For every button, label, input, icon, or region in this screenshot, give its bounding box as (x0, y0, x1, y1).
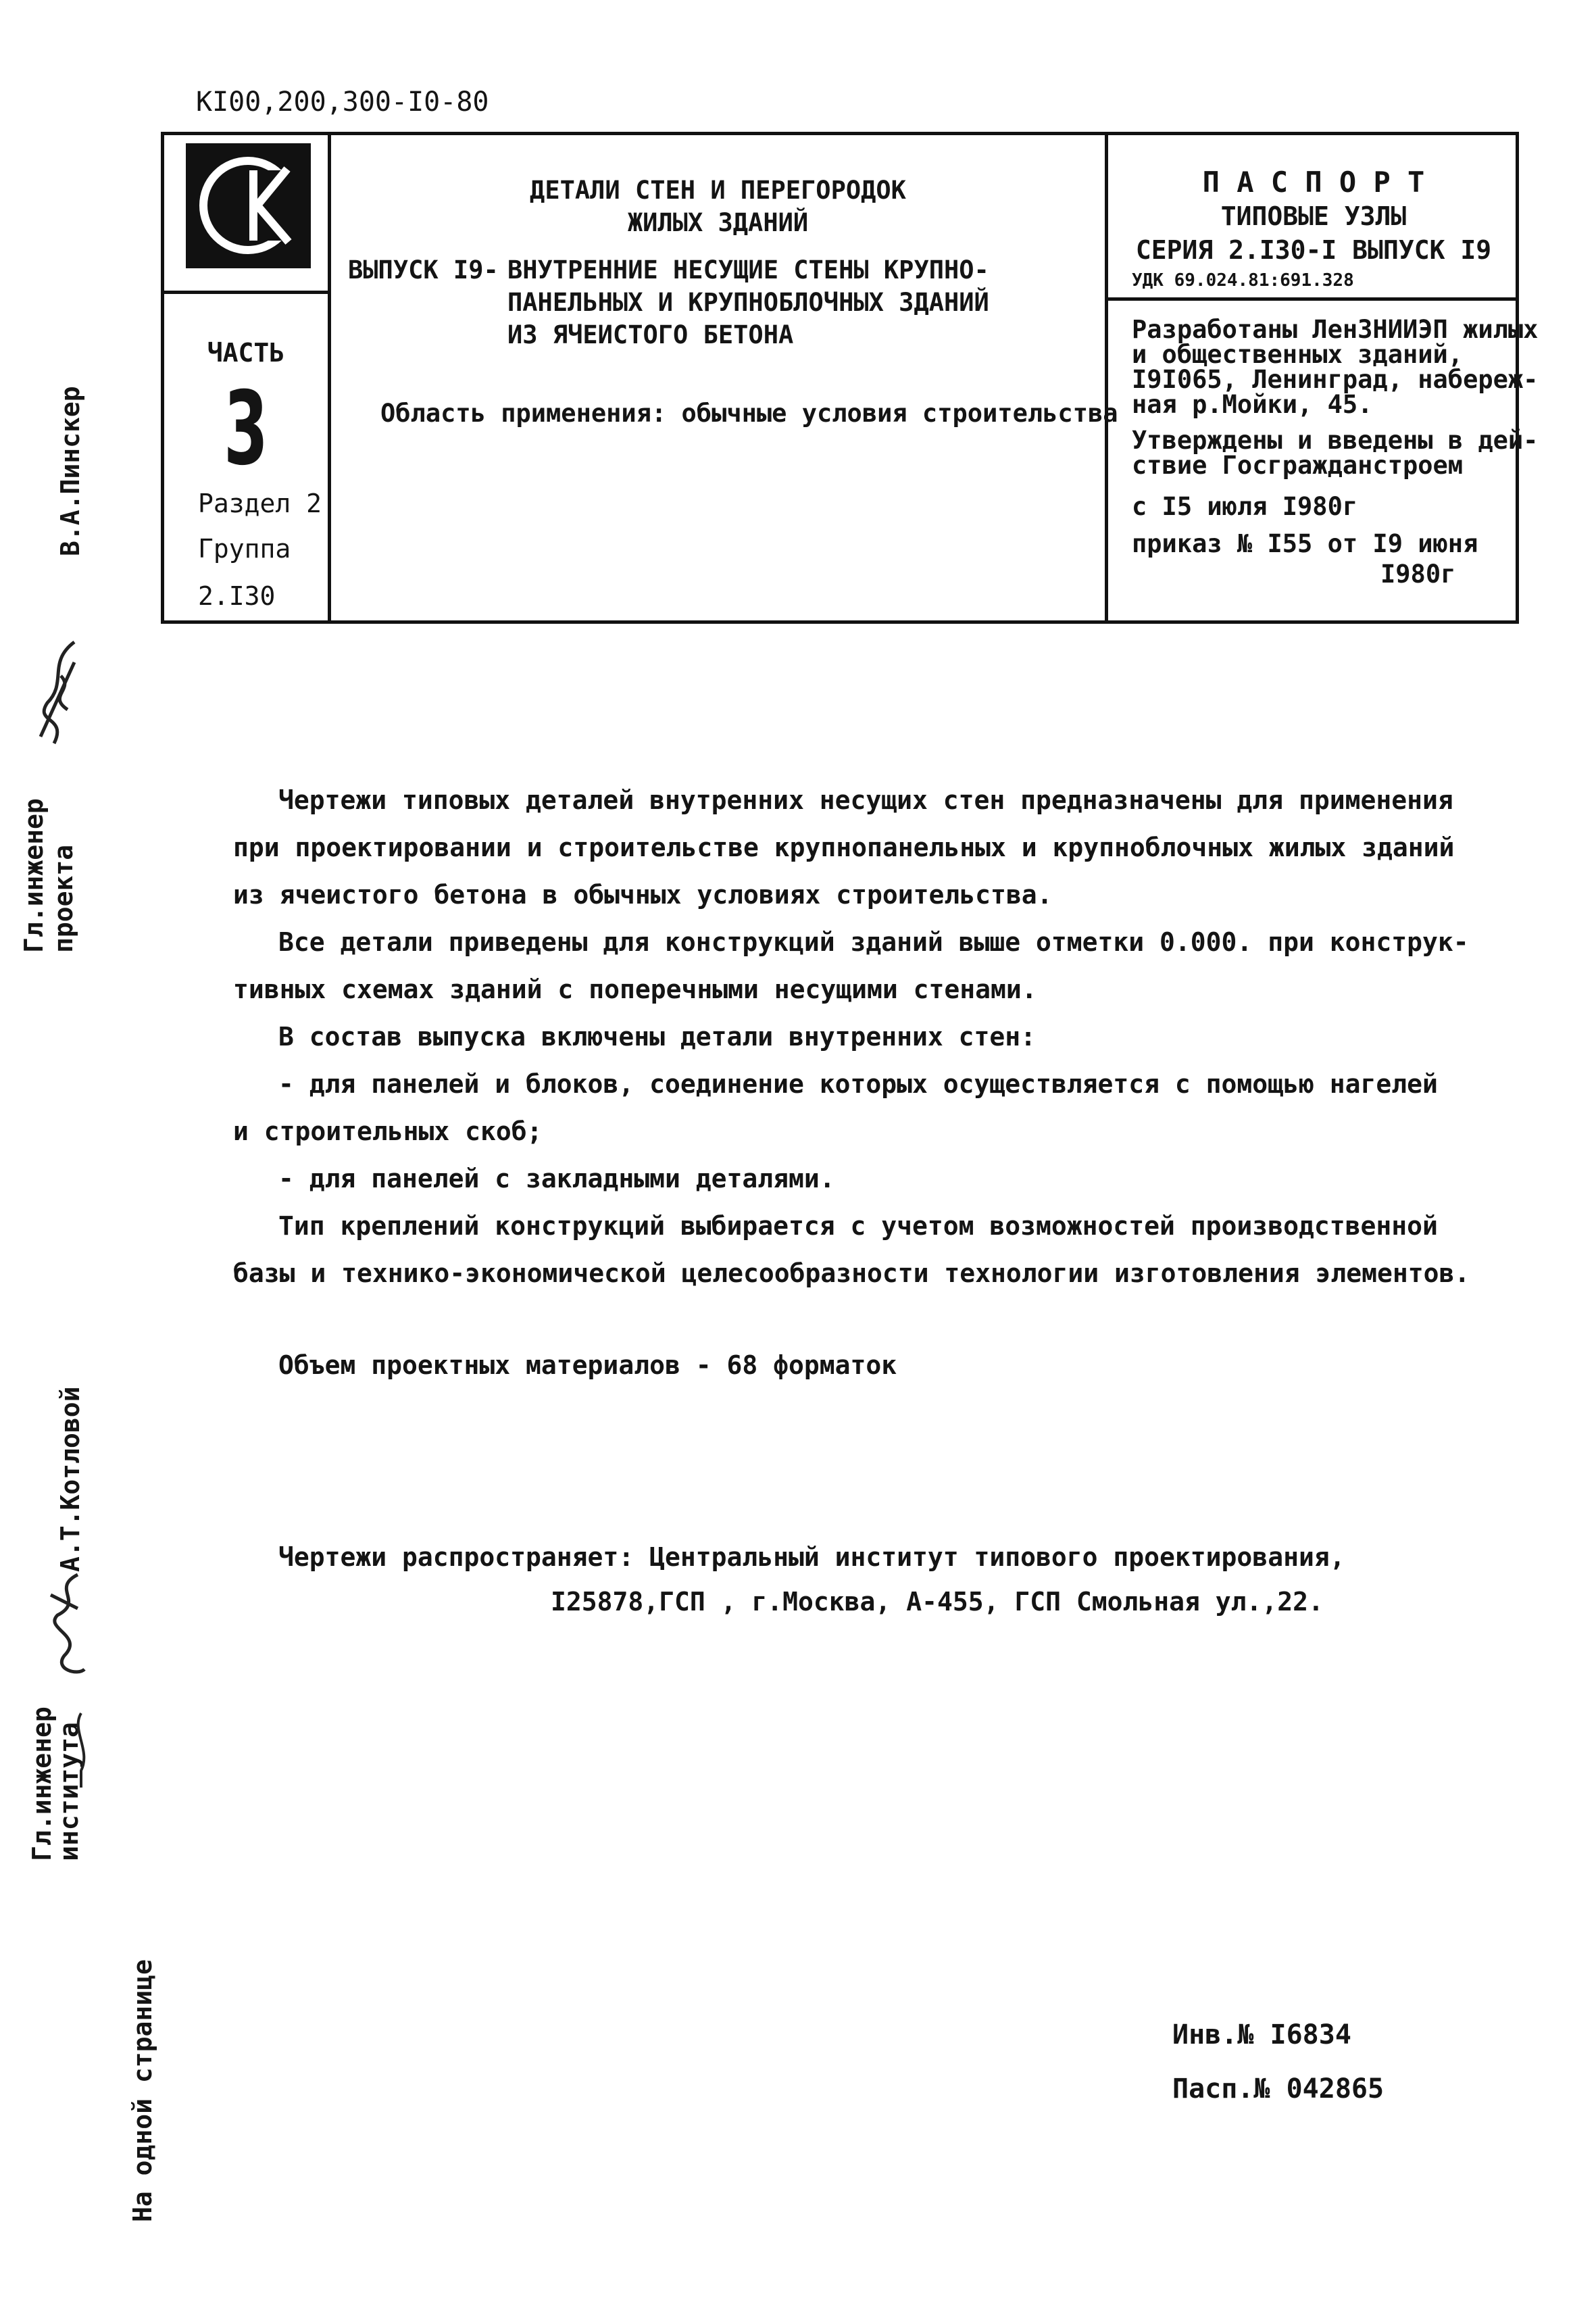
approval-line: ствие Госгражданстроем (1132, 451, 1464, 480)
series-number: СЕРИЯ 2.I30-I ВЫПУСК I9 (1135, 235, 1492, 265)
divider (1105, 297, 1516, 301)
body-line: - для панелей с закладными деталями. (278, 1164, 835, 1193)
document-code: KI00,200,300-I0-80 (196, 87, 489, 118)
body-line: и строительных скоб; (233, 1116, 543, 1146)
signature-icon (27, 635, 88, 757)
signer-role: проекта (49, 844, 78, 953)
body-line: базы и технико-экономической целесообразности технологии изготовления элементов. (233, 1258, 1470, 1288)
order-number: приказ № I55 от I9 июня (1132, 529, 1478, 558)
issue-title: ПАНЕЛЬНЫХ И КРУПНОБЛОЧНЫХ ЗДАНИЙ (507, 288, 989, 317)
passport-subtitle: ТИПОВЫЕ УЗЛЫ (1220, 201, 1407, 231)
signer-role: Гл.инженер (19, 798, 49, 953)
approval-line: Утверждены и введены в дей- (1132, 426, 1539, 455)
divider (164, 291, 328, 294)
developer-line: и общественных зданий, (1132, 340, 1464, 369)
developer-line: Разработаны ЛенЗНИИЭП жилых (1132, 315, 1539, 344)
scope-text: Область применения: обычные условия строительства (380, 399, 1118, 428)
effective-date: с I5 июля I980г (1132, 492, 1358, 521)
signer-name: В.А.Пинскер (55, 386, 85, 556)
body-line: - для панелей и блоков, соединение которых осуществляется с помощью нагелей (278, 1069, 1438, 1099)
issue-label: ВЫПУСК I9- (348, 255, 499, 285)
signer-role: Гл.инженер (27, 1706, 57, 1861)
signature-icon (68, 1710, 95, 1791)
body-line: Тип креплений конструкций выбирается с учетом возможностей производственной (278, 1211, 1438, 1241)
passport-number: Пасп.№ 042865 (1172, 2073, 1385, 2104)
body-line: В состав выпуска включены детали внутренних стен: (278, 1022, 1037, 1052)
passport-title: П А С П О Р Т (1202, 166, 1425, 199)
address-line: I25878,ГСП , г.Москва, А-455, ГСП Смольная ул.,22. (551, 1587, 1324, 1617)
body-line: при проектировании и строительстве крупнопанельных и крупноблочных жилых зданий (233, 833, 1455, 862)
part-number: 3 (224, 370, 268, 488)
volume-line: Объем проектных материалов - 68 форматок (278, 1350, 897, 1380)
part-label: ЧАСТЬ (207, 338, 285, 368)
page-note: На одной странице (128, 1959, 157, 2222)
group-value: 2.I30 (198, 581, 276, 611)
series-title: ЖИЛЫХ ЗДАНИЙ (627, 208, 809, 237)
developer-line: ная р.Мойки, 45. (1132, 390, 1373, 419)
order-year: I980г (1380, 560, 1456, 589)
title-block (161, 132, 1539, 624)
signer-role: института (54, 1722, 84, 1861)
ck-logo-icon (186, 143, 311, 268)
body-line: тивных схемах зданий с поперечными несущими стенами. (233, 975, 1037, 1004)
distributor-line: Чертежи распространяет: Центральный институт типового проектирования, (278, 1542, 1345, 1572)
body-line: Все детали приведены для конструкций зданий выше отметки 0.000. при конструк- (278, 927, 1469, 957)
body-line: из ячеистого бетона в обычных условиях строительства. (233, 880, 1053, 910)
issue-title: ИЗ ЯЧЕИСТОГО БЕТОНА (507, 320, 794, 349)
developer-line: I9I065, Ленинград, набереж- (1132, 365, 1539, 394)
series-title: ДЕТАЛИ СТЕН И ПЕРЕГОРОДОК (530, 176, 906, 205)
issue-title: ВНУТРЕННИЕ НЕСУЩИЕ СТЕНЫ КРУПНО- (507, 255, 989, 285)
signature-icon (37, 1568, 98, 1683)
signer-name: А.Т.Котловой (55, 1386, 85, 1572)
group-label: Группа (198, 534, 291, 564)
body-line: Чертежи типовых деталей внутренних несущих стен предназначены для применения (278, 785, 1453, 815)
inventory-number: Инв.№ I6834 (1172, 2019, 1351, 2050)
udc-code: УДК 69.024.81:691.328 (1132, 270, 1354, 291)
section-label: Раздел 2 (198, 489, 322, 518)
